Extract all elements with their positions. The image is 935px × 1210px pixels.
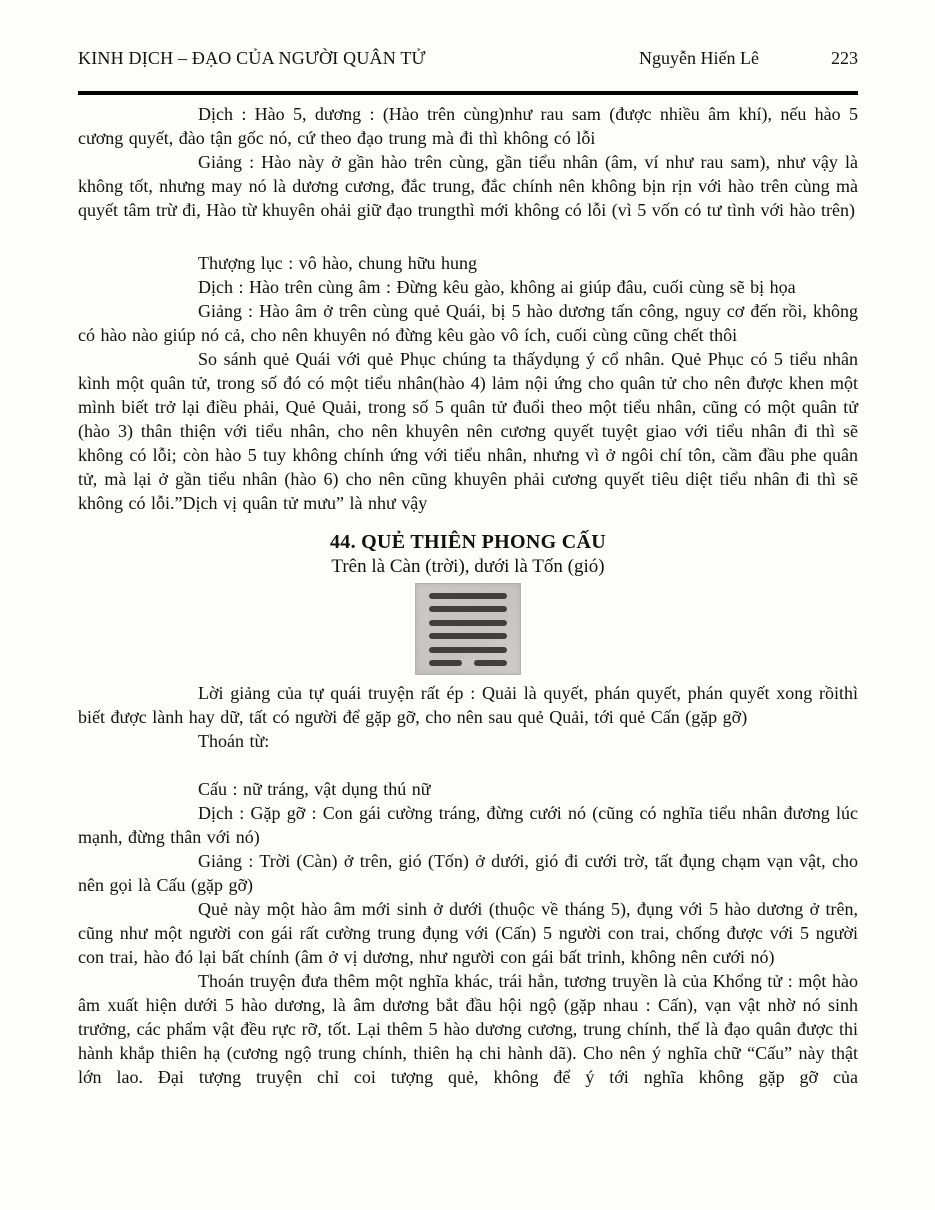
- hexagram-solid-line: [429, 633, 507, 639]
- paragraph-giang-troi-gio: Giảng : Trời (Càn) ở trên, gió (Tốn) ở dưới, gió đi cưới trờ, tất đụng chạm vạn vật, cho nên gọi là Cấu (gặp gỡ): [78, 851, 858, 895]
- paragraph-so-sanh: So sánh quẻ Quái với quẻ Phục chúng ta thấydụng ý cổ nhân. Quẻ Phục có 5 tiểu nhân kình một quân tử, trong số đó có một tiểu nhân(hào 4) lảm nội ứng cho quân tử cho nên được khen một mình biết trở lại điều phải, Quẻ Quải, trong số 5 quân tử đuổi theo một tiểu nhân, cũng có một quân tử (hào 3) thân thiện với tiểu nhân, cho nên khuyên nên cương quyết tuyệt giao với tiểu nhân đi thì sẽ không có lỗi; còn hào 5 tuy không chính ứng với tiểu nhân, nhưng vì ở ngôi chí tôn, cầm đầu phe quân tử, mà lại ở gần tiểu nhân (hào 6) cho nên cũng khuyên phải cương quyết tiêu diệt tiểu nhân đi thì sẽ không có lỗi.”Dịch vị quân tử mưu” là như vậy: [78, 349, 858, 513]
- paragraph-dich-gap-go: Dịch : Gặp gỡ : Con gái cường tráng, đừng cưới nó (cũng có nghĩa tiểu nhân đương lúc mạnh, đừng thân với nó): [78, 803, 858, 847]
- paragraph-giang-thuong-luc: Giảng : Hào âm ở trên cùng quẻ Quái, bị 5 hào dương tấn công, nguy cơ đến rồi, không có hào nào giúp nó cả, cho nên khuyên nó đừng kêu gào vô ích, cuối cùng cũng chết thôi: [78, 301, 858, 345]
- hexagram-image: [415, 583, 521, 675]
- book-title: KINH DỊCH – ĐẠO CỦA NGƯỜI QUÂN TỬ: [78, 48, 426, 68]
- section-heading: 44. QUẺ THIÊN PHONG CẤU: [329, 531, 606, 553]
- paragraph-dich-hao5: Dịch : Hào 5, dương : (Hào trên cùng)như rau sam (được nhiều âm khí), nếu hào 5 cương quyết, đào tận gốc nó, cứ theo đạo trung mà đi thì không có lỗi: [78, 104, 858, 148]
- hexagram-line-segment: [474, 660, 507, 666]
- paragraph-thoan-truyen: Thoán truyện đưa thêm một nghĩa khác, trái hẳn, tương truyền là của Khổng tử : một hào âm xuất hiện dưới 5 hào dương, là âm dương bắt đầu hội ngộ (gặp nhau : Cấn), vạn vật nhờ nó sinh trưởng, các phẩm vật đều rực rỡ, tốt. Lại thêm 5 hào dương cương, trung chính, thế là đạo quân được thi hành khắp thiên hạ (cương ngộ trung chính, thiên hạ chi hành dã). Cho nên ý nghĩa chữ “Cấu” này thật lớn lao. Đại tượng truyện chỉ coi tượng quẻ, không để ý tới nghĩa không gặp gỡ của: [78, 971, 858, 1087]
- header-rule: [78, 91, 858, 95]
- running-header: [78, 46, 858, 70]
- paragraph-que-nay: Quẻ này một hào âm mới sinh ở dưới (thuộc về tháng 5), đụng với 5 hào dương ở trên, cũng như một người con gái rất cường trung đụng với (Cấn) 5 người con trai, chống được với 5 người con trai, hào đó lại bất chính (âm ở vị dương, như người con gái bất trinh, không nên cưới nó): [78, 899, 858, 967]
- paragraph-thuong-luc: Thượng lục : vô hào, chung hữu hung: [198, 253, 477, 273]
- hexagram-solid-line: [429, 647, 507, 653]
- author-name: Nguyễn Hiến Lê: [639, 48, 759, 68]
- paragraph-cau-def: Cấu : nữ tráng, vật dụng thú nữ: [198, 779, 431, 799]
- hexagram-solid-line: [429, 620, 507, 626]
- hexagram-line-segment: [429, 660, 462, 666]
- page-number: 223: [831, 48, 858, 68]
- hexagram-solid-line: [429, 593, 507, 599]
- paragraph-dich-thuong-luc: Dịch : Hào trên cùng âm : Đừng kêu gào, không ai giúp đâu, cuối cùng sẽ bị họa: [198, 277, 796, 297]
- hexagram-broken-line: [429, 660, 507, 666]
- section-subtitle: Trên là Càn (trời), dưới là Tốn (gió): [331, 556, 605, 577]
- paragraph-loi-giang: Lời giảng của tự quái truyện rất ép : Quải là quyết, phán quyết, phán quyết xong rồithì biết được lành hay dữ, tất có người để gặp gỡ, cho nên sau quẻ Quải, tới quẻ Cấn (gặp gỡ): [78, 683, 858, 727]
- hexagram-solid-line: [429, 606, 507, 612]
- paragraph-giang-hao5: Giảng : Hào này ở gần hào trên cùng, gần tiểu nhân (âm, ví như rau sam), như vậy là không tốt, nhưng may nó là dương cương, đắc trung, đắc chính nên không bịn rịn với hào trên cùng mà quyết tâm trừ đi, Hào từ khuyên ohải giữ đạo trungthì mới không có lỗi (vì 5 vốn có tư tình với hào trên): [78, 152, 858, 220]
- paragraph-thoan-tu-label: Thoán từ:: [198, 731, 270, 751]
